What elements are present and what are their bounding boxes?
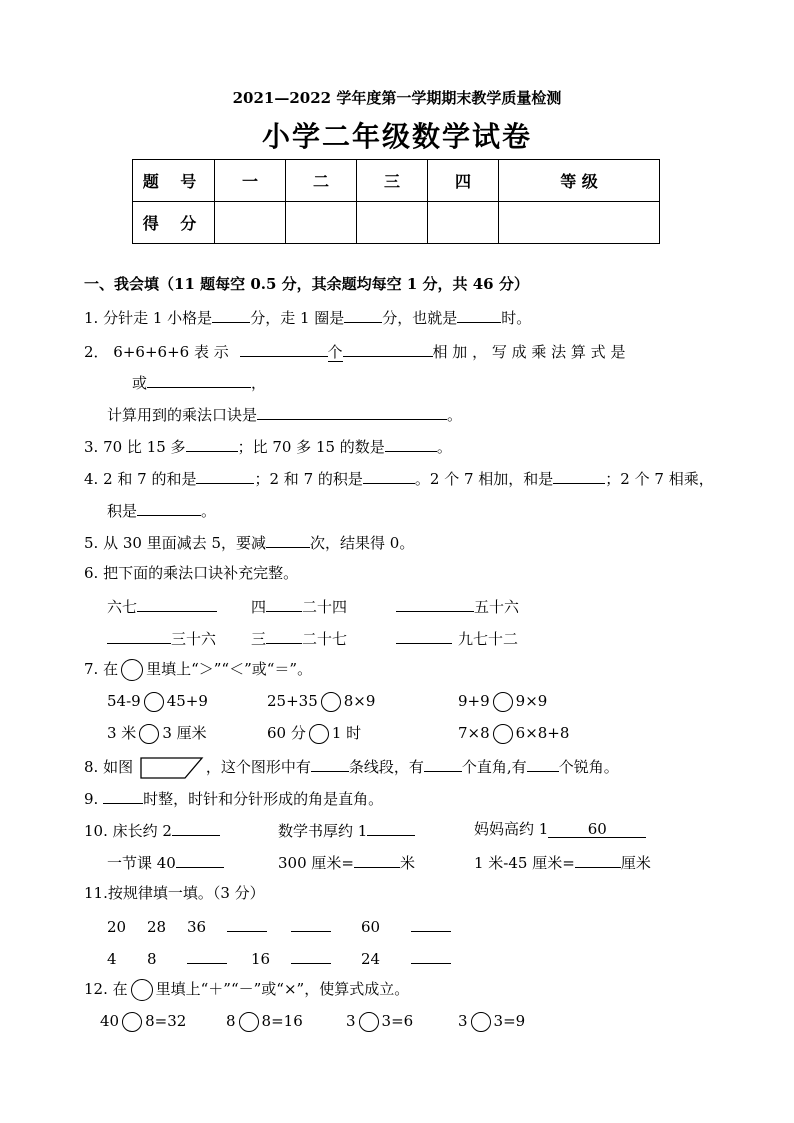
question-text: 300 厘米= (278, 854, 354, 872)
question-10-row-2 (474, 851, 651, 873)
equation-row: 3 3=9 (458, 1012, 526, 1030)
question-text: 12. 在 (84, 980, 128, 998)
answer-blank[interactable] (411, 915, 451, 932)
score-input-cell[interactable] (286, 202, 357, 244)
answer-blank[interactable] (147, 371, 251, 388)
question-text: 二十四 (302, 598, 348, 616)
question-text: 里填上“＞”“＜”或“＝”。 (146, 660, 313, 678)
score-table (132, 159, 660, 244)
question-10-row-2 (107, 851, 224, 873)
question-11: 11.按规律填一填。（3 分） (84, 884, 265, 902)
exam-subtitle: 2021—2022 学年度第一学期期末教学质量检测 (232, 89, 562, 107)
question-text: 2． 6+6+6+6 表 示 (84, 343, 229, 361)
answer-blank[interactable] (196, 467, 254, 484)
sequence-number: 16 (251, 950, 271, 968)
answer-blank[interactable] (266, 531, 310, 548)
question-7-row-2: 7×8 6×8+8 (458, 724, 570, 742)
score-input-cell[interactable] (357, 202, 428, 244)
answer-blank[interactable] (291, 915, 331, 932)
question-text: 。2 个 7 相加，和是 (414, 470, 554, 488)
question-6-row-1 (107, 595, 217, 617)
question-text: 三十六 (171, 630, 217, 648)
answer-blank[interactable] (176, 851, 224, 868)
question-6-row-1 (251, 595, 347, 617)
sequence-number: 20 (107, 918, 127, 936)
question-text: 积是 (107, 502, 138, 520)
question-6-row-2 (251, 627, 347, 649)
question-text: ， (251, 374, 267, 392)
question-text: ；比 70 多 15 的数是 (237, 438, 385, 456)
circle-icon (131, 979, 153, 1001)
question-text: 10. 床长约 2 (84, 822, 172, 840)
table-cell: 二 (286, 160, 357, 202)
question-text: 8. 如图 (84, 758, 134, 776)
question-7-row-1: 54-9 45+9 (107, 692, 208, 710)
answer-blank[interactable] (257, 403, 447, 420)
question-10-row-1 (278, 819, 415, 841)
question-text: 二十七 (302, 630, 348, 648)
equation-row: 8 8=16 (226, 1012, 303, 1030)
answer-blank[interactable] (396, 627, 452, 644)
question-text: 条线段，有 (348, 758, 424, 776)
section-heading: 一、我会填（11 题每空 0.5 分，其余题均每空 1 分，共 46 分） (84, 275, 529, 293)
score-input-cell[interactable] (428, 202, 499, 244)
compare-circle[interactable] (493, 724, 513, 744)
question-7-row-2: 60 分 1 时 (267, 724, 362, 742)
answer-blank[interactable] (172, 819, 220, 836)
question-text: 三 (251, 630, 267, 648)
table-row (133, 202, 660, 244)
question-6-row-2 (107, 627, 216, 649)
question-text: 1 米-45 厘米= (474, 854, 575, 872)
question-text: 。 (201, 502, 217, 520)
question-text: ；2 个 7 相乘， (605, 470, 714, 488)
compare-circle[interactable] (144, 692, 164, 712)
equation-row: 3 3=6 (346, 1012, 414, 1030)
question-7 (84, 659, 312, 681)
table-cell: 等 级 (499, 160, 660, 202)
operator-circle[interactable] (122, 1012, 142, 1032)
sequence-number: 8 (147, 950, 157, 968)
answer-blank[interactable] (396, 595, 474, 612)
answer-blank[interactable] (411, 947, 451, 964)
sequence-number: 36 (187, 918, 207, 936)
answer-blank[interactable] (266, 595, 302, 612)
question-text: 。 (447, 406, 463, 424)
question-text: 米 (399, 854, 415, 872)
equation-row: 40 8=32 (100, 1012, 187, 1030)
operator-circle[interactable] (239, 1012, 259, 1032)
question-1 (84, 306, 531, 328)
question-text: 四 (251, 598, 267, 616)
question-7-row-1: 9+9 9×9 (458, 692, 548, 710)
table-cell: 一 (215, 160, 286, 202)
answer-blank[interactable] (311, 755, 349, 772)
question-text: 个锐角。 (558, 758, 619, 776)
operator-circle[interactable] (471, 1012, 491, 1032)
question-text: ；2 和 7 的积是 (254, 470, 363, 488)
answer-blank[interactable] (291, 947, 331, 964)
question-text: 五十六 (474, 598, 520, 616)
answer-filled[interactable]: 60 (548, 821, 646, 838)
question-text: 时整，时针和分针形成的角是直角。 (143, 790, 384, 808)
question-10-row-1 (474, 819, 646, 839)
answer-blank[interactable] (344, 306, 382, 323)
table-cell: 三 (357, 160, 428, 202)
question-text: 里填上“＋”“－”或“×”，使算式成立。 (155, 980, 410, 998)
sequence-number: 60 (361, 918, 381, 936)
compare-circle[interactable] (309, 724, 329, 744)
question-text: 或 (132, 374, 148, 392)
question-6: 6. 把下面的乘法口诀补充完整。 (84, 564, 299, 582)
question-text: 分，走 1 圈是 (250, 309, 345, 327)
compare-circle[interactable] (139, 724, 159, 744)
question-text: 4. 2 和 7 的和是 (84, 470, 197, 488)
question-text: 数学书厚约 1 (278, 822, 368, 840)
question-10-row-1 (84, 819, 220, 841)
question-7-row-1: 25+35 8×9 (267, 692, 376, 710)
question-text: 六七 (107, 598, 138, 616)
question-text: 次，结果得 0。 (310, 534, 415, 552)
question-5 (84, 531, 414, 553)
question-9 (84, 787, 383, 809)
question-text: 分，也就是 (382, 309, 458, 327)
question-6-row-1 (396, 595, 519, 617)
compare-circle[interactable] (493, 692, 513, 712)
question-8 (84, 755, 619, 779)
table-cell: 题 号 (133, 160, 215, 202)
question-text: 7. 在 (84, 660, 119, 678)
question-10-row-2 (278, 851, 415, 873)
exam-title: 小学二年级数学试卷 (261, 120, 532, 153)
score-input-cell[interactable] (499, 202, 660, 244)
question-text: 。 (436, 438, 452, 456)
answer-blank[interactable] (363, 467, 415, 484)
answer-blank[interactable] (186, 435, 238, 452)
question-text: 九七十二 (458, 630, 519, 648)
answer-blank[interactable] (212, 306, 250, 323)
question-2-line-3 (107, 403, 462, 425)
question-4-line-1 (84, 467, 714, 489)
table-cell: 得 分 (133, 202, 215, 244)
question-text: 计算用到的乘法口诀是 (107, 406, 258, 424)
question-number: 1. (84, 309, 99, 327)
sequence-number: 24 (361, 950, 381, 968)
question-text: 个 (327, 343, 343, 361)
question-text: 个直角,有 (461, 758, 527, 776)
sequence-row-1 (107, 915, 451, 937)
question-3 (84, 435, 452, 457)
answer-blank[interactable] (266, 627, 302, 644)
answer-blank[interactable] (457, 306, 501, 323)
question-number: 9. (84, 790, 99, 808)
question-text: ，这个图形中有 (205, 758, 311, 776)
question-text: 5. 从 30 里面减去 5，要减 (84, 534, 267, 552)
answer-blank[interactable] (527, 755, 559, 772)
answer-blank[interactable] (227, 915, 267, 932)
question-4-line-2 (107, 499, 216, 521)
answer-blank[interactable] (103, 787, 143, 804)
question-text: 3. 70 比 15 多 (84, 438, 186, 456)
question-text: 相 加 ， 写 成 乘 法 算 式 是 (432, 343, 626, 361)
circle-icon (121, 659, 143, 681)
trapezoid-figure-icon (140, 757, 204, 779)
question-6-row-2 (396, 627, 518, 649)
sequence-row-2 (107, 947, 451, 969)
answer-blank[interactable] (107, 627, 171, 644)
compare-circle[interactable] (321, 692, 341, 712)
question-text: 时。 (501, 309, 532, 327)
answer-blank[interactable] (137, 499, 201, 516)
score-input-cell[interactable] (215, 202, 286, 244)
answer-blank[interactable] (354, 851, 400, 868)
answer-blank[interactable] (553, 467, 605, 484)
answer-blank[interactable] (385, 435, 437, 452)
operator-circle[interactable] (359, 1012, 379, 1032)
question-12 (84, 979, 409, 1001)
sequence-number: 28 (147, 918, 167, 936)
answer-blank[interactable] (424, 755, 462, 772)
question-7-row-2: 3 米 3 厘米 (107, 724, 207, 742)
answer-blank[interactable] (137, 595, 217, 612)
table-cell: 四 (428, 160, 499, 202)
sequence-number: 4 (107, 950, 117, 968)
question-2-line-1 (84, 340, 625, 362)
question-2-line-2 (132, 371, 266, 393)
question-text: 一节课 40 (107, 854, 176, 872)
answer-blank[interactable] (187, 947, 227, 964)
answer-blank[interactable] (367, 819, 415, 836)
question-text: 妈妈高约 1 (474, 820, 549, 838)
question-text: 分针走 1 小格是 (103, 309, 213, 327)
answer-blank[interactable] (343, 340, 433, 357)
question-text: 厘米 (620, 854, 651, 872)
table-row (133, 160, 660, 202)
answer-blank[interactable] (575, 851, 621, 868)
answer-blank[interactable] (240, 340, 328, 357)
